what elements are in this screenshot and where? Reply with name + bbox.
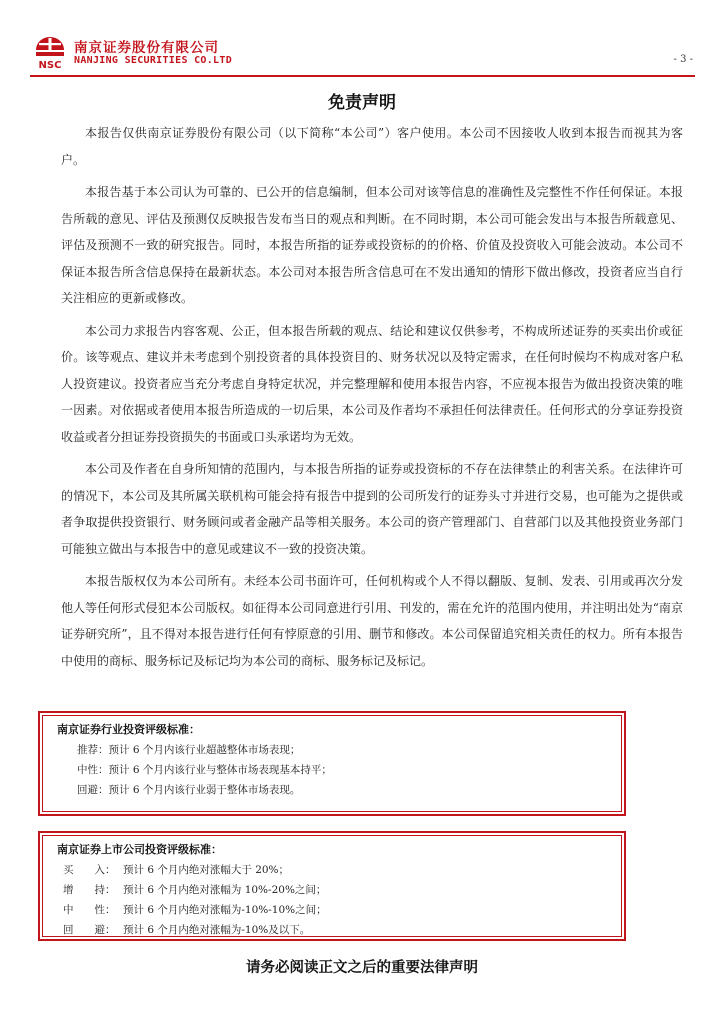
industry-rating-box bbox=[38, 711, 626, 816]
rating-line bbox=[57, 880, 621, 900]
logo-text: NSC bbox=[38, 60, 62, 71]
industry-rating-title: 南京证券行业投资评级标准： bbox=[57, 723, 200, 736]
rating-text: 预计 6 个月内绝对涨幅为-10%-10%之间； bbox=[123, 904, 327, 916]
company-rating-title: 南京证券上市公司投资评级标准： bbox=[57, 843, 222, 856]
rating-label: 增 持： bbox=[63, 884, 116, 896]
page-header bbox=[30, 34, 695, 74]
rating-label: 回 避： bbox=[63, 924, 116, 936]
rating-line: 推荐：预计 6 个月内该行业超越整体市场表现； bbox=[77, 744, 301, 756]
rating-line: 中性：预计 6 个月内该行业与整体市场表现基本持平； bbox=[77, 764, 332, 776]
company-rating-box bbox=[38, 831, 626, 941]
header-divider bbox=[30, 75, 695, 77]
company-name-cn: 南京证券股份有限公司 bbox=[74, 40, 219, 56]
rating-line bbox=[57, 860, 621, 880]
paragraph: 本公司及作者在自身所知情的范围内，与本报告所指的证券或投资标的不存在法律禁止的利害关系。在法律许可的情况下，本公司及其所属关联机构可能会持有报告中提到的公司所发行的证券头寸并进行交易，也可能为之提供或者争取提供投资银行、财务顾问或者金融产品等相关服务。本公司的资产管理部门、自营部门以及其他投资业务部门可能独立做出与本报告中的意见或建议不一致的投资决策。 bbox=[61, 462, 683, 556]
rating-text: 预计 6 个月内绝对涨幅为-10%及以下。 bbox=[123, 924, 311, 936]
rating-line: 回避：预计 6 个月内该行业弱于整体市场表现。 bbox=[77, 784, 301, 796]
rating-line bbox=[57, 900, 621, 920]
page-title: 免责声明 bbox=[328, 93, 396, 113]
page-number: - 3 - bbox=[673, 54, 693, 65]
disclaimer-body bbox=[61, 120, 683, 680]
rating-text: 预计 6 个月内绝对涨幅为 10%-20%之间； bbox=[123, 884, 327, 896]
legal-footer: 请务必阅读正文之后的重要法律声明 bbox=[246, 960, 478, 976]
paragraph: 本公司力求报告内容客观、公正，但本报告所载的观点、结论和建议仅供参考，不构成所述证券的买卖出价或征价。该等观点、建议并未考虑到个别投资者的具体投资目的、财务状况以及特定需求，在任何时候均不构成对客户私人投资建议。投资者应当充分考虑自身特定状况，并完整理解和使用本报告内容，不应视本报告为做出投资决策的唯一因素。对依据或者使用本报告所造成的一切后果，本公司及作者均不承担任何法律责任。任何形式的分享证券投资收益或者分担证券投资损失的书面或口头承诺均为无效。 bbox=[61, 323, 683, 444]
rating-label: 买 入： bbox=[63, 864, 116, 876]
paragraph: 本报告仅供南京证券股份有限公司（以下简称“本公司”）客户使用。本公司不因接收人收到本报告而视其为客户。 bbox=[61, 126, 683, 167]
rating-label: 中 性： bbox=[63, 904, 116, 916]
company-name-en: NANJING SECURITIES CO.LTD bbox=[74, 55, 233, 66]
nsc-logo bbox=[32, 34, 68, 72]
rating-text: 预计 6 个月内绝对涨幅大于 20%； bbox=[123, 864, 290, 876]
paragraph: 本报告基于本公司认为可靠的、已公开的信息编制，但本公司对该等信息的准确性及完整性不作任何保证。本报告所载的意见、评估及预测仅反映报告发布当日的观点和判断。在不同时期，本公司可能会发出与本报告所载意见、评估及预测不一致的研究报告。同时，本报告所指的证券或投资标的的价格、价值及投资收入可能会波动。本公司不保证本报告所含信息保持在最新状态。本公司对本报告所含信息可在不发出通知的情形下做出修改，投资者应当自行关注相应的更新或修改。 bbox=[61, 185, 683, 305]
rating-line bbox=[57, 920, 621, 940]
paragraph: 本报告版权仅为本公司所有。未经本公司书面许可，任何机构或个人不得以翻版、复制、发表、引用或再次分发他人等任何形式侵犯本公司版权。如征得本公司同意进行引用、刊发的，需在允许的范围内使用，并注明出处为“南京证券研究所”，且不得对本报告进行任何有悖原意的引用、删节和修改。本公司保留追究相关责任的权力。所有本报告中使用的商标、服务标记及标记均为本公司的商标、服务标记及标记。 bbox=[61, 574, 683, 668]
